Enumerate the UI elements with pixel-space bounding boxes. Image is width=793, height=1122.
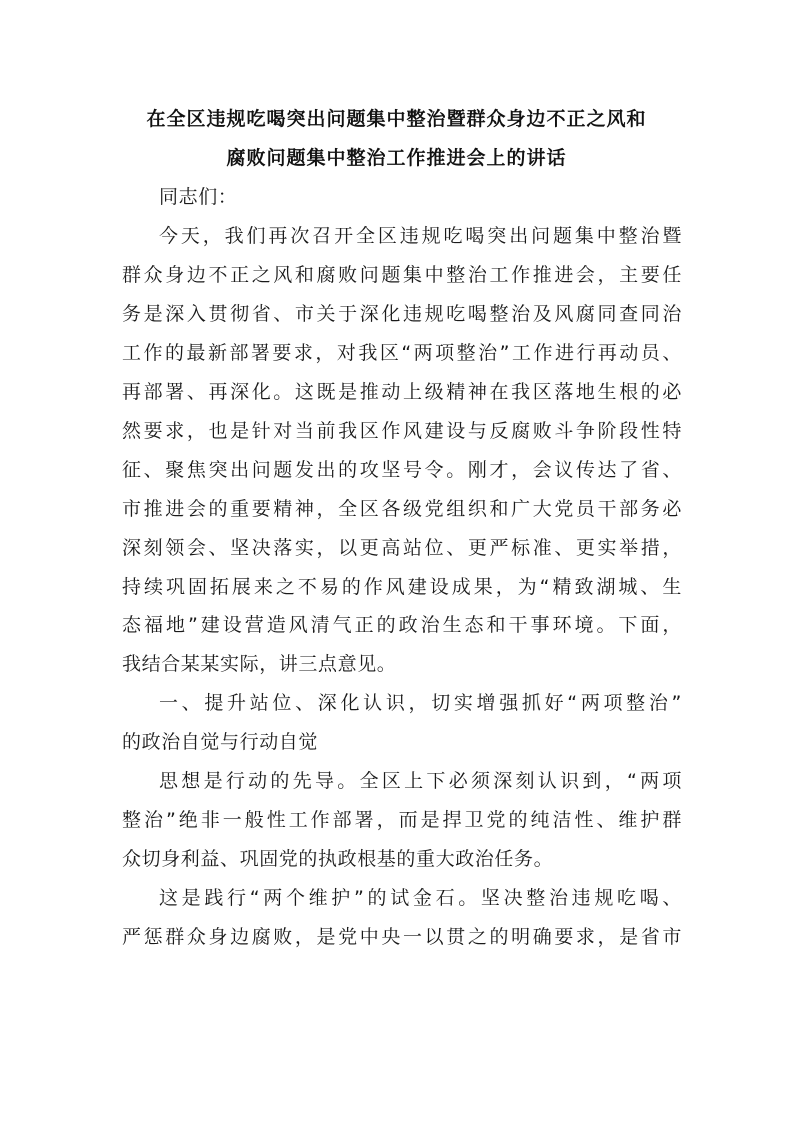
body-line: 严惩群众身边腐败，是党中央一以贯之的明确要求，是省市 <box>122 926 682 949</box>
body-line: 我结合某某实际，讲三点意见。 <box>122 653 397 676</box>
body-line: 再部署、再深化。这既是推动上级精神在我区落地生根的必 <box>122 380 682 403</box>
body-line: 这是践行“两个维护”的试金石。坚决整治违规吃喝、 <box>159 887 682 910</box>
body-line: 群众身边不正之风和腐败问题集中整治工作推进会，主要任 <box>122 263 682 286</box>
body-line: 众切身利益、巩固党的执政根基的重大政治任务。 <box>122 848 554 871</box>
body-line: 态福地”建设营造风清气正的政治生态和干事环境。下面， <box>122 614 682 637</box>
body-line: 同志们： <box>159 186 238 208</box>
body-line: 今天，我们再次召开全区违规吃喝突出问题集中整治暨 <box>159 224 682 247</box>
document-title-line-1: 在全区违规吃喝突出问题集中整治暨群众身边不正之风和 <box>146 108 647 130</box>
body-line: 思想是行动的先导。全区上下必须深刻认识到，“两项 <box>159 770 682 793</box>
body-line: 工作的最新部署要求，对我区“两项整治”工作进行再动员、 <box>122 341 682 364</box>
body-line: 市推进会的重要精神，全区各级党组织和广大党员干部务必 <box>122 497 682 520</box>
body-line: 的政治自觉与行动自觉 <box>122 731 319 754</box>
body-line: 深刻领会、坚决落实，以更高站位、更严标准、更实举措， <box>122 536 682 559</box>
body-line: 一、提升站位、深化认识，切实增强抓好“两项整治” <box>159 692 682 715</box>
document-title-line-2: 腐败问题集中整治工作推进会上的讲话 <box>226 147 567 169</box>
body-line: 务是深入贯彻省、市关于深化违规吃喝整治及风腐同查同治 <box>122 302 682 325</box>
body-line: 持续巩固拓展来之不易的作风建设成果，为“精致湖城、生 <box>122 575 682 598</box>
body-line: 然要求，也是针对当前我区作风建设与反腐败斗争阶段性特 <box>122 419 682 442</box>
body-line: 征、聚焦突出问题发出的攻坚号令。刚才，会议传达了省、 <box>122 458 682 481</box>
body-line: 整治”绝非一般性工作部署，而是捍卫党的纯洁性、维护群 <box>122 809 682 832</box>
